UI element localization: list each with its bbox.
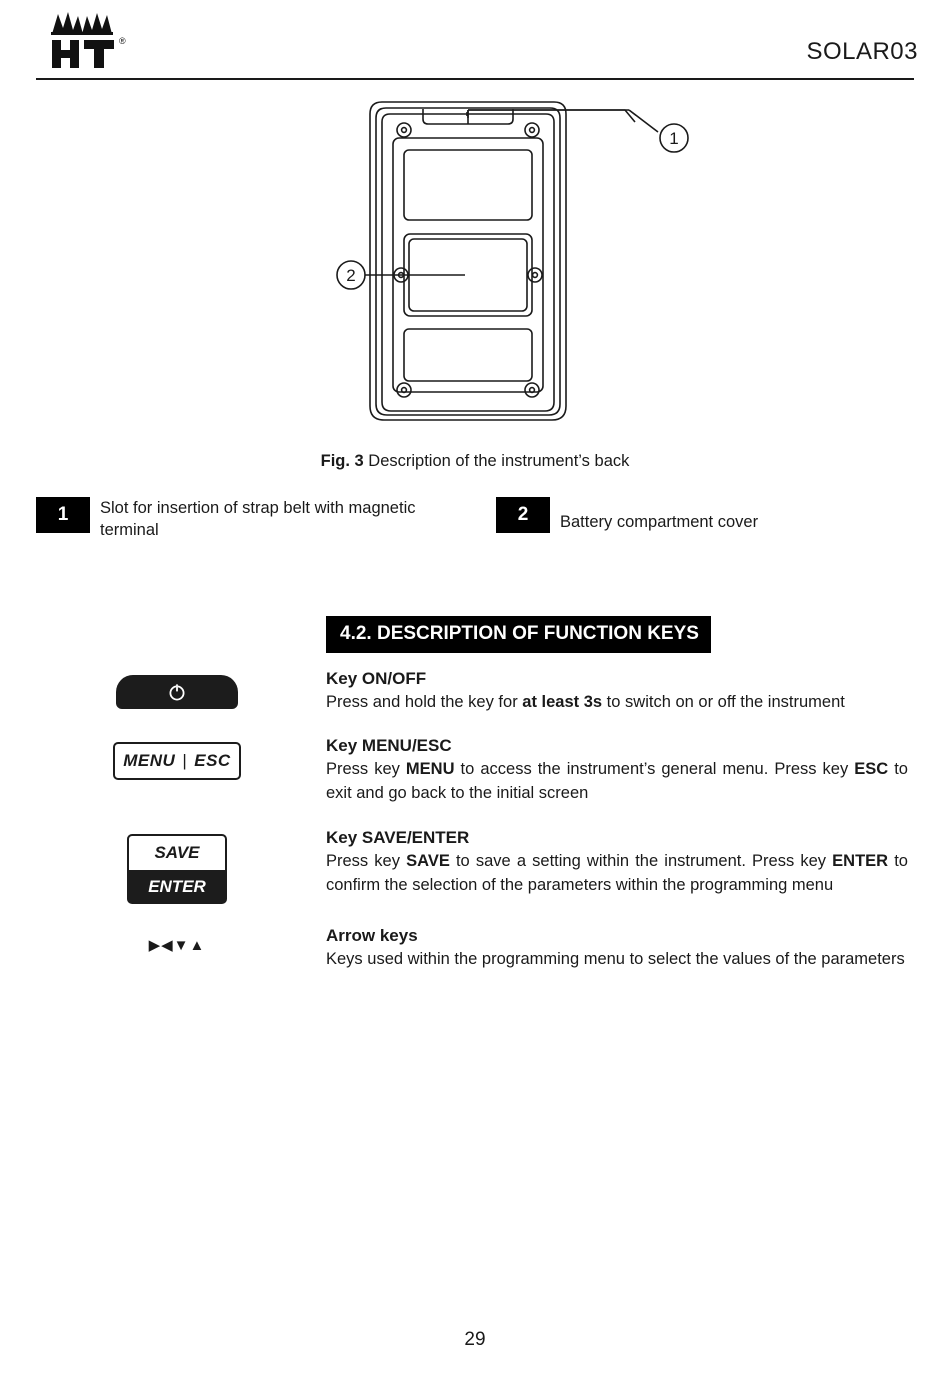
legend-text-2: Battery compartment cover xyxy=(560,513,759,531)
legend-number-1: 1 xyxy=(36,497,90,533)
function-keys-list xyxy=(28,669,922,973)
svg-text:®: ® xyxy=(119,36,126,46)
section-heading: 4.2. DESCRIPTION OF FUNCTION KEYS xyxy=(326,616,711,653)
save-label: SAVE xyxy=(127,834,227,870)
legend-entry-1 xyxy=(36,497,496,542)
figure-caption-text: Description of the instrument’s back xyxy=(368,452,630,470)
enter-label: ENTER xyxy=(127,870,227,904)
ht-logo xyxy=(46,8,132,70)
key-title-onoff: Key ON/OFF xyxy=(326,668,427,688)
key-desc-part: Keys used within the programming menu to select the values of the parameters xyxy=(326,950,905,969)
page-header xyxy=(28,0,922,70)
power-icon xyxy=(167,682,187,702)
key-desc-part: to exit and go back to the initial screen xyxy=(326,760,908,803)
key-body-arrows xyxy=(326,926,922,972)
key-body-onoff xyxy=(326,669,922,715)
key-title-menu-esc: Key MENU/ESC xyxy=(326,736,452,756)
key-desc-part-bold: SAVE xyxy=(406,852,450,871)
key-body-menu-esc xyxy=(326,736,922,806)
key-desc-part-bold: MENU xyxy=(405,760,455,779)
key-desc-part: to save a setting within the instrument. Press key xyxy=(449,852,833,871)
menu-esc-button-graphic[interactable] xyxy=(113,742,241,780)
arrow-keys-icon[interactable]: ▶◀▼▲ xyxy=(148,937,206,955)
key-desc-menu-esc xyxy=(326,758,908,806)
key-desc-onoff xyxy=(326,691,908,715)
key-row-arrows xyxy=(28,926,922,972)
key-desc-part: Press key xyxy=(326,760,406,779)
esc-label: ESC xyxy=(194,751,231,771)
figure-callout-1: 1 xyxy=(669,129,679,148)
page-footer xyxy=(0,1329,950,1351)
key-desc-save-enter xyxy=(326,850,908,898)
key-desc-part: to access the instrument’s general menu. Press key xyxy=(454,760,855,779)
figure-instrument-back xyxy=(28,94,922,444)
key-art-menu-esc xyxy=(28,736,326,780)
legend-entry-2 xyxy=(496,497,758,533)
key-row-menu-esc xyxy=(28,736,922,806)
key-row-onoff xyxy=(28,669,922,715)
key-desc-part: to switch on or off the instrument xyxy=(602,692,845,711)
header-divider xyxy=(36,78,914,80)
key-desc-part: Press and hold the key for xyxy=(326,692,523,711)
menu-label: MENU xyxy=(123,751,176,771)
page-number: 29 xyxy=(464,1329,486,1350)
key-desc-part: to confirm the selection of the parameters within the programming menu xyxy=(326,852,908,895)
figure-caption xyxy=(28,452,922,471)
key-desc-part-bold: ENTER xyxy=(832,852,889,871)
key-art-onoff xyxy=(28,669,326,709)
key-title-save-enter: Key SAVE/ENTER xyxy=(326,828,470,848)
key-desc-part-bold: at least 3s xyxy=(522,692,603,711)
key-row-save-enter xyxy=(28,828,922,904)
key-desc-part: Press key xyxy=(326,852,407,871)
key-art-save-enter xyxy=(28,828,326,904)
key-art-arrows xyxy=(28,926,326,954)
figure-legend xyxy=(28,497,922,542)
header-title: SOLAR03 xyxy=(806,38,918,65)
key-desc-arrows xyxy=(326,948,908,972)
legend-number-2: 2 xyxy=(496,497,550,533)
menu-esc-separator: | xyxy=(182,751,188,771)
figure-caption-label: Fig. 3 xyxy=(320,452,364,470)
key-title-arrows: Arrow keys xyxy=(326,926,418,946)
key-desc-part-bold: ESC xyxy=(854,760,889,779)
save-enter-button-graphic[interactable] xyxy=(127,834,227,904)
key-body-save-enter xyxy=(326,828,922,898)
legend-text-1: Slot for insertion of strap belt with magnetic terminal xyxy=(100,499,416,540)
power-button-graphic[interactable] xyxy=(116,675,238,709)
figure-callout-2: 2 xyxy=(346,266,356,285)
